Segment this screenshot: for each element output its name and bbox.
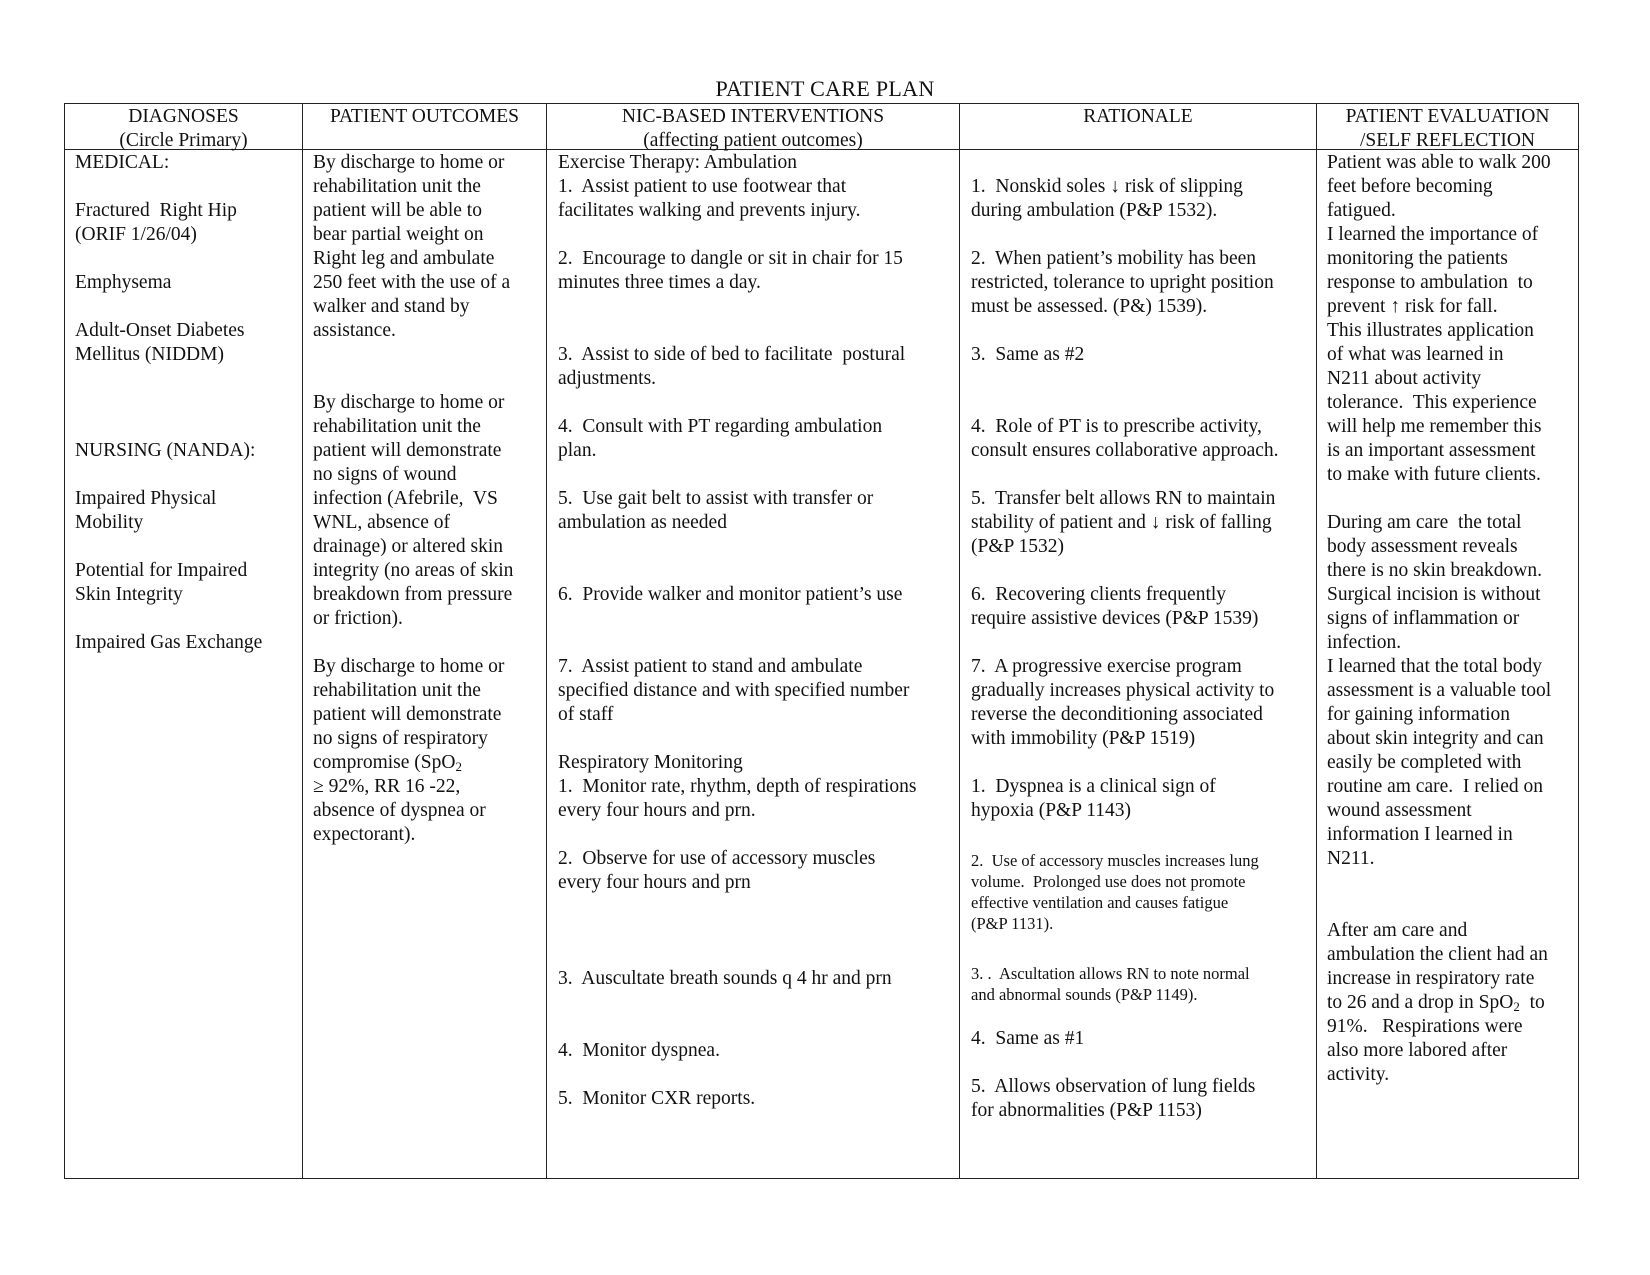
text-line: require assistive devices (P&P 1539) [971,608,1259,629]
text-line: Skin Integrity [75,584,183,605]
text-line: for abnormalities (P&P 1153) [971,1100,1202,1121]
text-line: 4. Role of PT is to prescribe activity, [971,416,1262,437]
text-line: drainage) or altered skin [313,536,504,557]
text-line: This illustrates application [1327,320,1534,341]
outcome-skin [313,391,542,631]
text-line: about skin integrity and can [1327,728,1544,749]
text-line: also more labored after [1327,1040,1508,1061]
text-line: fatigued. [1327,200,1396,221]
text-line: no signs of wound [313,464,457,485]
header-line: (affecting patient outcomes) [643,130,863,151]
text-line: tolerance. This experience [1327,392,1537,413]
text-line: 1. Dyspnea is a clinical sign of [971,776,1216,797]
text-line: is an important assessment [1327,440,1536,461]
text-line: breakdown from pressure [313,584,513,605]
header-line: NIC-BASED INTERVENTIONS [621,106,885,127]
text-line: By discharge to home or [313,656,505,677]
text-line: 3. Same as #2 [971,344,1085,365]
diagnosis-diabetes [75,319,298,367]
text-line: expectorant). [313,824,416,845]
text-line: By discharge to home or [313,152,505,173]
text-line: for gaining information [1327,704,1511,725]
text-line: minutes three times a day. [558,272,761,293]
evaluation-header [1317,104,1578,150]
text-line: 7. Assist patient to stand and ambulate [558,656,863,677]
header-line: (Circle Primary) [119,130,248,151]
text-line: 5. Monitor CXR reports. [558,1088,756,1109]
header-line: RATIONALE [1083,106,1193,127]
text-line: Potential for Impaired [75,560,248,581]
text-line: Right leg and ambulate [313,248,495,269]
text-line: 6. Provide walker and monitor patient’s use [558,584,903,605]
evaluation-skin [1327,511,1574,871]
text-line: facilitates walking and prevents injury. [558,200,861,221]
text-line: 1. Nonskid soles ↓ risk of slipping [971,176,1243,197]
header-line: PATIENT EVALUATION [1345,106,1550,127]
interventions-column [546,104,959,1178]
intervention-item [558,967,955,991]
page-title: PATIENT CARE PLAN [715,76,935,101]
text-line: of what was learned in [1327,344,1504,365]
rationale-item [971,655,1312,751]
diagnosis-skin-integrity [75,559,298,607]
text-line: 3. Assist to side of bed to facilitate postural [558,344,906,365]
text-line [1327,991,1574,1015]
text-line: monitoring the patients [1327,248,1508,269]
intervention-item [558,487,955,535]
intervention-item [558,655,955,727]
text-line: of staff [558,704,614,725]
rationale-item [971,850,1312,934]
text-line: 7. A progressive exercise program [971,656,1242,677]
nursing-label: NURSING (NANDA): [75,440,256,461]
rationale-item [971,1027,1312,1051]
header-line: /SELF REFLECTION [1360,130,1535,151]
diagnosis-gas-exchange [75,631,298,655]
text-line: 2. When patient’s mobility has been [971,248,1257,269]
text-line: bear partial weight on [313,224,484,245]
text-line: WNL, absence of [313,512,450,533]
outcomes-column [302,104,546,1178]
rationale-item [971,487,1312,559]
intervention-item [558,415,955,463]
text-line: After am care and [1327,920,1468,941]
text-line: adjustments. [558,368,657,389]
rationale-item [971,1075,1312,1123]
text-line: N211. [1327,848,1375,869]
text-line: During am care the total [1327,512,1522,533]
text-line: 91%. Respirations were [1327,1016,1523,1037]
text-line: Emphysema [75,272,172,293]
text-line: ambulation as needed [558,512,727,533]
text-line: Impaired Physical [75,488,217,509]
text-line: Fractured Right Hip [75,200,237,221]
care-plan-table [64,103,1579,1179]
text-line: 5. Allows observation of lung fields [971,1076,1256,1097]
medical-label: MEDICAL: [75,152,170,173]
rationale-item [971,415,1312,463]
spo2-text: compromise (SpO [313,752,456,773]
diagnosis-emphysema [75,271,298,295]
text-line: must be assessed. (P&) 1539). [971,296,1208,317]
text-line: activity. [1327,1064,1390,1085]
text-line: patient will demonstrate [313,704,502,725]
outcome-mobility [313,151,542,343]
text-line: (ORIF 1/26/04) [75,224,197,245]
text-line: 1. Monitor rate, rhythm, depth of respirations [558,776,917,797]
text-line: 4. Same as #1 [971,1028,1085,1049]
text-line: 2. Use of accessory muscles increases lung [971,851,1259,870]
text-line: hypoxia (P&P 1143) [971,800,1131,821]
text-line: Mellitus (NIDDM) [75,344,224,365]
text-line: rehabilitation unit the [313,176,481,197]
text-line: feet before becoming [1327,176,1493,197]
text-line: response to ambulation to [1327,272,1533,293]
rationale-item [971,583,1312,631]
text-line: and abnormal sounds (P&P 1149). [971,985,1198,1004]
subscript: 2 [455,759,462,774]
text-line: integrity (no areas of skin [313,560,514,581]
text-line: specified distance and with specified number [558,680,910,701]
text-line: consult ensures collaborative approach. [971,440,1279,461]
text-line: every four hours and prn. [558,800,756,821]
rationale-header [960,104,1316,150]
text-line: stability of patient and ↓ risk of falling [971,512,1272,533]
header-line: PATIENT OUTCOMES [329,106,520,127]
text-line: infection. [1327,632,1402,653]
text-line: easily be completed with [1327,752,1522,773]
text-line: routine am care. I relied on [1327,776,1544,797]
section-heading-respiratory: Respiratory Monitoring [558,752,743,773]
text-line: ambulation the client had an [1327,944,1548,965]
text-line: 4. Monitor dyspnea. [558,1040,720,1061]
text-line: volume. Prolonged use does not promote [971,872,1246,891]
text-line: 2. Observe for use of accessory muscles [558,848,876,869]
text-line: body assessment reveals [1327,536,1518,557]
text-line: I learned the importance of [1327,224,1539,245]
text-line: 4. Consult with PT regarding ambulation [558,416,883,437]
evaluation-respiratory [1327,919,1574,1087]
text-line: prevent ↑ risk for fall. [1327,296,1498,317]
text-line: 6. Recovering clients frequently [971,584,1227,605]
text-line: wound assessment [1327,800,1472,821]
intervention-item [558,1087,955,1111]
intervention-item [558,1039,955,1063]
rationale-item [971,343,1312,367]
text-line: walker and stand by [313,296,470,317]
text-line: with immobility (P&P 1519) [971,728,1196,749]
intervention-item [558,583,955,607]
interventions-header [547,104,959,150]
text-line [313,751,542,775]
text-line: reverse the deconditioning associated [971,704,1263,725]
text-line: Patient was able to walk 200 [1327,152,1551,173]
text-line: 3. Auscultate breath sounds q 4 hr and prn [558,968,892,989]
text-line: 1. Assist patient to use footwear that [558,176,847,197]
text-line: patient will be able to [313,200,482,221]
text-line: 2. Encourage to dangle or sit in chair for 15 [558,248,903,269]
rationale-item [971,963,1312,1005]
text-line: 5. Use gait belt to assist with transfer or [558,488,874,509]
text-line: effective ventilation and causes fatigue [971,893,1229,912]
intervention-item [558,343,955,391]
text-line: every four hours and prn [558,872,751,893]
diagnoses-column [65,104,302,1178]
intervention-item [558,175,955,223]
text-line: no signs of respiratory [313,728,488,749]
text-line: assistance. [313,320,396,341]
text-line: 5. Transfer belt allows RN to maintain [971,488,1276,509]
text-line: will help me remember this [1327,416,1542,437]
text-line: Mobility [75,512,144,533]
text-line: gradually increases physical activity to [971,680,1275,701]
subscript: 2 [1513,999,1520,1014]
rationale-item [971,775,1312,823]
diagnosis-impaired-mobility [75,487,298,535]
text-line: rehabilitation unit the [313,416,481,437]
text-line: I learned that the total body [1327,656,1542,677]
text-line: patient will demonstrate [313,440,502,461]
spo2-suffix: to [1519,992,1545,1013]
text-line: increase in respiratory rate [1327,968,1535,989]
text-line: there is no skin breakdown. [1327,560,1542,581]
rationale-column [959,104,1316,1178]
text-line: (P&P 1131). [971,914,1054,933]
text-line: absence of dyspnea or [313,800,486,821]
text-line: ≥ 92%, RR 16 -22, [313,776,461,797]
text-line: (P&P 1532) [971,536,1064,557]
text-line: infection (Afebrile, VS [313,488,498,509]
text-line: during ambulation (P&P 1532). [971,200,1218,221]
evaluation-column [1316,104,1578,1178]
intervention-item [558,247,955,295]
text-line: to make with future clients. [1327,464,1541,485]
section-heading-ambulation: Exercise Therapy: Ambulation [558,152,797,173]
spo2-text: to 26 and a drop in SpO [1327,992,1514,1013]
text-line: signs of inflammation or [1327,608,1520,629]
intervention-item [558,847,955,895]
text-line: assessment is a valuable tool [1327,680,1552,701]
evaluation-mobility [1327,151,1574,487]
header-line: DIAGNOSES [128,106,239,127]
text-line: Impaired Gas Exchange [75,632,263,653]
outcome-respiratory [313,655,542,847]
text-line: 250 feet with the use of a [313,272,511,293]
diagnoses-header [65,104,302,150]
text-line: Surgical incision is without [1327,584,1541,605]
text-line: By discharge to home or [313,392,505,413]
text-line: Adult-Onset Diabetes [75,320,245,341]
diagnosis-fractured-hip [75,199,298,247]
text-line: rehabilitation unit the [313,680,481,701]
text-line: plan. [558,440,597,461]
outcomes-header [303,104,546,150]
text-line: or friction). [313,608,403,629]
rationale-item [971,175,1312,223]
text-line: information I learned in [1327,824,1513,845]
text-line: 3. . Ascultation allows RN to note normal [971,964,1250,983]
text-line: N211 about activity [1327,368,1482,389]
rationale-item [971,247,1312,319]
text-line: restricted, tolerance to upright position [971,272,1274,293]
intervention-item [558,775,955,823]
